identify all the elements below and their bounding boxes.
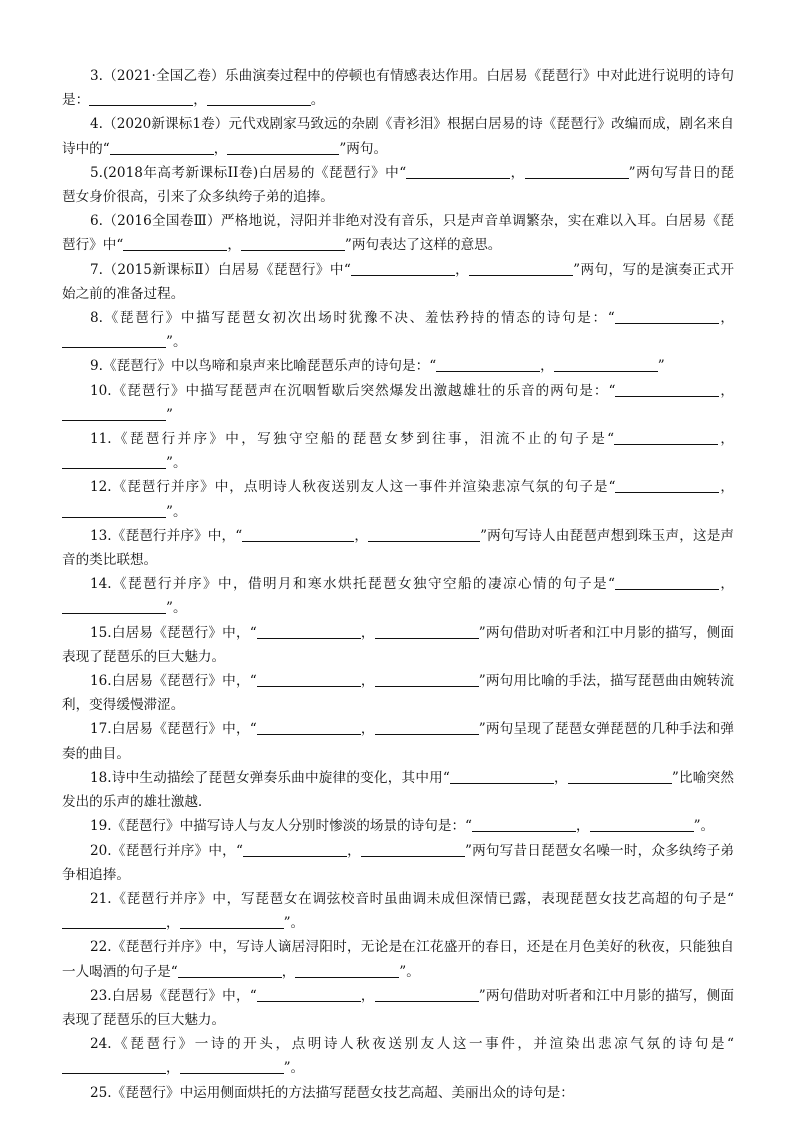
question-14 [62, 572, 734, 620]
answer-blank[interactable] [436, 357, 540, 372]
question-text: 25.《琵琶行》中运用侧面烘托的方法描写琵琶女技艺高超、美丽出众的诗句是： [90, 1084, 574, 1101]
question-text: ， [227, 237, 241, 254]
question-text: 24.《琵琶行》一诗的开头，点明诗人秋夜送别友人这一事件，并渲染出悲凉气氛的诗句是“ [90, 1036, 734, 1053]
question-6 [62, 209, 734, 257]
answer-blank[interactable] [243, 842, 347, 857]
question-8 [62, 306, 734, 354]
question-text: ， [454, 261, 470, 278]
answer-blank[interactable] [375, 672, 479, 687]
question-text: ， [553, 769, 568, 786]
question-text: ， [346, 842, 361, 859]
answer-blank[interactable] [525, 164, 629, 179]
answer-blank[interactable] [472, 817, 576, 832]
question-text: ， [354, 527, 369, 544]
question-text: ”。 [166, 455, 187, 472]
answer-blank[interactable] [62, 333, 166, 348]
answer-blank[interactable] [375, 987, 479, 1002]
question-18 [62, 766, 734, 814]
question-text: ”。 [166, 334, 187, 351]
question-10 [62, 379, 734, 427]
answer-blank[interactable] [110, 140, 214, 155]
question-text: 22.《琵琶行并序》中，写诗人谪居浔阳时，无论是在江花盛开的春日，还是在月色美好的秋夜，只能独自一人喝酒的句子是“ [62, 939, 734, 980]
question-text: ， [719, 479, 734, 496]
answer-blank[interactable] [351, 261, 455, 276]
answer-blank[interactable] [242, 527, 354, 542]
answer-blank[interactable] [62, 454, 166, 469]
question-12 [62, 475, 734, 523]
question-text: ” [657, 358, 665, 375]
question-text: ”。 [283, 1060, 305, 1077]
question-text: ， [510, 164, 525, 181]
answer-blank[interactable] [257, 624, 361, 639]
question-text: ， [281, 963, 296, 980]
question-text: 23.白居易《琵琶行》中，“ [90, 987, 257, 1004]
answer-blank[interactable] [614, 430, 718, 445]
question-text: 18.诗中生动描绘了琵琶女弹奏乐曲中旋律的变化，其中用“ [90, 769, 450, 786]
question-24 [62, 1032, 734, 1080]
question-text: ”两句写昔日的琵琶女身价很高，引来了众多纨绔子弟的追捧。 [62, 164, 734, 206]
question-13 [62, 524, 734, 572]
question-11 [62, 427, 734, 475]
question-text: 16.白居易《琵琶行》中，“ [90, 673, 257, 690]
question-20 [62, 839, 734, 887]
question-text: ， [166, 1060, 180, 1077]
question-text: ， [360, 673, 375, 690]
question-text: ”两句借助对听者和江中月影的描写，侧面表现了琵琶乐的巨大魅力。 [62, 987, 734, 1028]
question-text: ， [360, 721, 375, 738]
question-text: ”两句表达了这样的意思。 [344, 237, 502, 254]
question-text: ， [193, 92, 207, 109]
answer-blank[interactable] [450, 769, 554, 784]
answer-blank[interactable] [207, 91, 311, 106]
question-text: ”两句。 [339, 140, 388, 157]
question-text: 13.《琵琶行并序》中，“ [90, 527, 243, 544]
question-22 [62, 935, 734, 983]
question-text: 19.《琵琶行》中描写诗人与友人分别时惨淡的场景的诗句是：“ [90, 818, 473, 835]
question-text: 4.（2020新课标1卷）元代戏剧家马致远的杂剧《青衫泪》根据白居易的诗《琵琶行》改编而成，剧名来自诗中的“ [62, 116, 734, 157]
question-text: 5.(2018年高考新课标II卷)白居易的《琵琶行》中“ [90, 164, 407, 181]
answer-blank[interactable] [62, 599, 166, 614]
question-text: 17.白居易《琵琶行》中，“ [90, 721, 257, 738]
question-text: 9.《琵琶行》中以鸟啼和泉声来比喻琵琶乐声的诗句是：“ [90, 358, 437, 375]
question-text: ”。 [399, 963, 420, 980]
answer-blank[interactable] [89, 91, 193, 106]
answer-blank[interactable] [375, 720, 479, 735]
question-text: 。 [310, 92, 325, 109]
question-text: ”。 [693, 818, 715, 835]
question-text: ”两句呈现了琵琶女弹琵琶的几种手法和弹奏的曲目。 [62, 721, 734, 762]
answer-blank[interactable] [62, 1059, 166, 1074]
answer-blank[interactable] [590, 817, 694, 832]
answer-blank[interactable] [295, 963, 399, 978]
question-text: ， [576, 818, 590, 835]
answer-blank[interactable] [178, 963, 282, 978]
question-text: ， [360, 987, 375, 1004]
question-text: ”比喻突然发出的乐声的雄壮激越. [62, 769, 734, 811]
answer-blank[interactable] [62, 406, 166, 421]
answer-blank[interactable] [241, 236, 345, 251]
question-text: ， [540, 358, 554, 375]
answer-blank[interactable] [257, 672, 361, 687]
question-text: ， [166, 915, 180, 932]
answer-blank[interactable] [62, 914, 166, 929]
question-text: 7.（2015新课标Ⅱ）白居易《琵琶行》中“ [90, 261, 351, 278]
answer-blank[interactable] [375, 624, 479, 639]
question-text: ”两句用比喻的手法，描写琵琶曲由婉转流利，变得缓慢滞涩。 [62, 673, 734, 714]
answer-blank[interactable] [62, 503, 166, 518]
question-text: 12.《琵琶行并序》中，点明诗人秋夜送别友人这一事件并渲染悲凉气氛的句子是“ [90, 479, 616, 496]
question-25 [62, 1081, 734, 1105]
question-4 [62, 112, 734, 160]
question-15 [62, 621, 734, 669]
question-3 [62, 64, 734, 112]
question-21 [62, 887, 734, 935]
answer-blank[interactable] [568, 769, 672, 784]
question-text: 20.《琵琶行并序》中，“ [90, 842, 243, 859]
question-text: ”。 [283, 915, 305, 932]
answer-blank[interactable] [406, 164, 510, 179]
question-9 [62, 354, 734, 378]
question-23 [62, 984, 734, 1032]
question-text: 3.（2021·全国乙卷）乐曲演奏过程中的停顿也有情感表达作用。白居易《琵琶行》中对此进行说明的诗句是： [62, 68, 734, 109]
question-text: 6.（2016全国卷Ⅲ）严格地说，浔阳并非绝对没有音乐，只是声音单调繁杂，实在难以入耳。白居易《琵琶行》中“ [62, 213, 734, 254]
answer-blank[interactable] [227, 140, 339, 155]
question-text: ”。 [166, 503, 187, 520]
question-text: ， [719, 576, 735, 593]
question-text: ”两句，写的是演奏正式开始之前的准备过程。 [62, 261, 734, 302]
answer-blank[interactable] [469, 261, 573, 276]
question-17 [62, 717, 734, 765]
answer-blank[interactable] [257, 720, 361, 735]
answer-blank[interactable] [615, 382, 719, 397]
question-16 [62, 669, 734, 717]
question-text: 10.《琵琶行》中描写琵琶声在沉咽暂歇后突然爆发出激越雄壮的乐音的两句是：“ [90, 382, 616, 399]
answer-blank[interactable] [368, 527, 480, 542]
question-text: ， [360, 624, 375, 641]
question-text: 15.白居易《琵琶行》中，“ [90, 624, 257, 641]
question-text: 14.《琵琶行并序》中，借明月和寒水烘托琵琶女独守空船的凄凉心情的句子是“ [90, 576, 615, 593]
question-text: ， [719, 382, 734, 399]
question-19 [62, 814, 734, 838]
question-text: 8.《琵琶行》中描写琵琶女初次出场时犹豫不决、羞怯矜持的情态的诗句是：“ [90, 310, 615, 327]
question-text: 11.《琵琶行并序》中，写独守空船的琵琶女梦到往事，泪流不止的句子是“ [90, 431, 615, 448]
question-text: ”两句借助对听者和江中月影的描写，侧面表现了琵琶乐的巨大魅力。 [62, 624, 734, 665]
question-text: ” [166, 406, 173, 423]
question-text: ， [718, 310, 734, 327]
answer-blank[interactable] [615, 575, 719, 590]
question-text: ”两句写诗人由琵琶声想到珠玉声，这是声音的类比联想。 [62, 527, 735, 569]
question-text: ， [213, 140, 228, 157]
answer-blank[interactable] [361, 842, 465, 857]
answer-blank[interactable] [123, 236, 227, 251]
answer-blank[interactable] [180, 1059, 284, 1074]
question-text: ”两句写昔日琵琶女名噪一时，众多纨绔子弟争相追捧。 [62, 842, 734, 883]
answer-blank[interactable] [257, 987, 361, 1002]
question-text: 21.《琵琶行并序》中，写琵琶女在调弦校音时虽曲调未成但深情已露，表现琵琶女技艺高超的句子是“ [90, 890, 734, 907]
answer-blank[interactable] [615, 309, 719, 324]
question-5 [62, 161, 734, 209]
answer-blank[interactable] [554, 357, 658, 372]
answer-blank[interactable] [615, 478, 719, 493]
answer-blank[interactable] [180, 914, 284, 929]
question-7 [62, 258, 734, 306]
question-text: ”。 [166, 600, 187, 617]
question-text: ， [718, 431, 734, 448]
